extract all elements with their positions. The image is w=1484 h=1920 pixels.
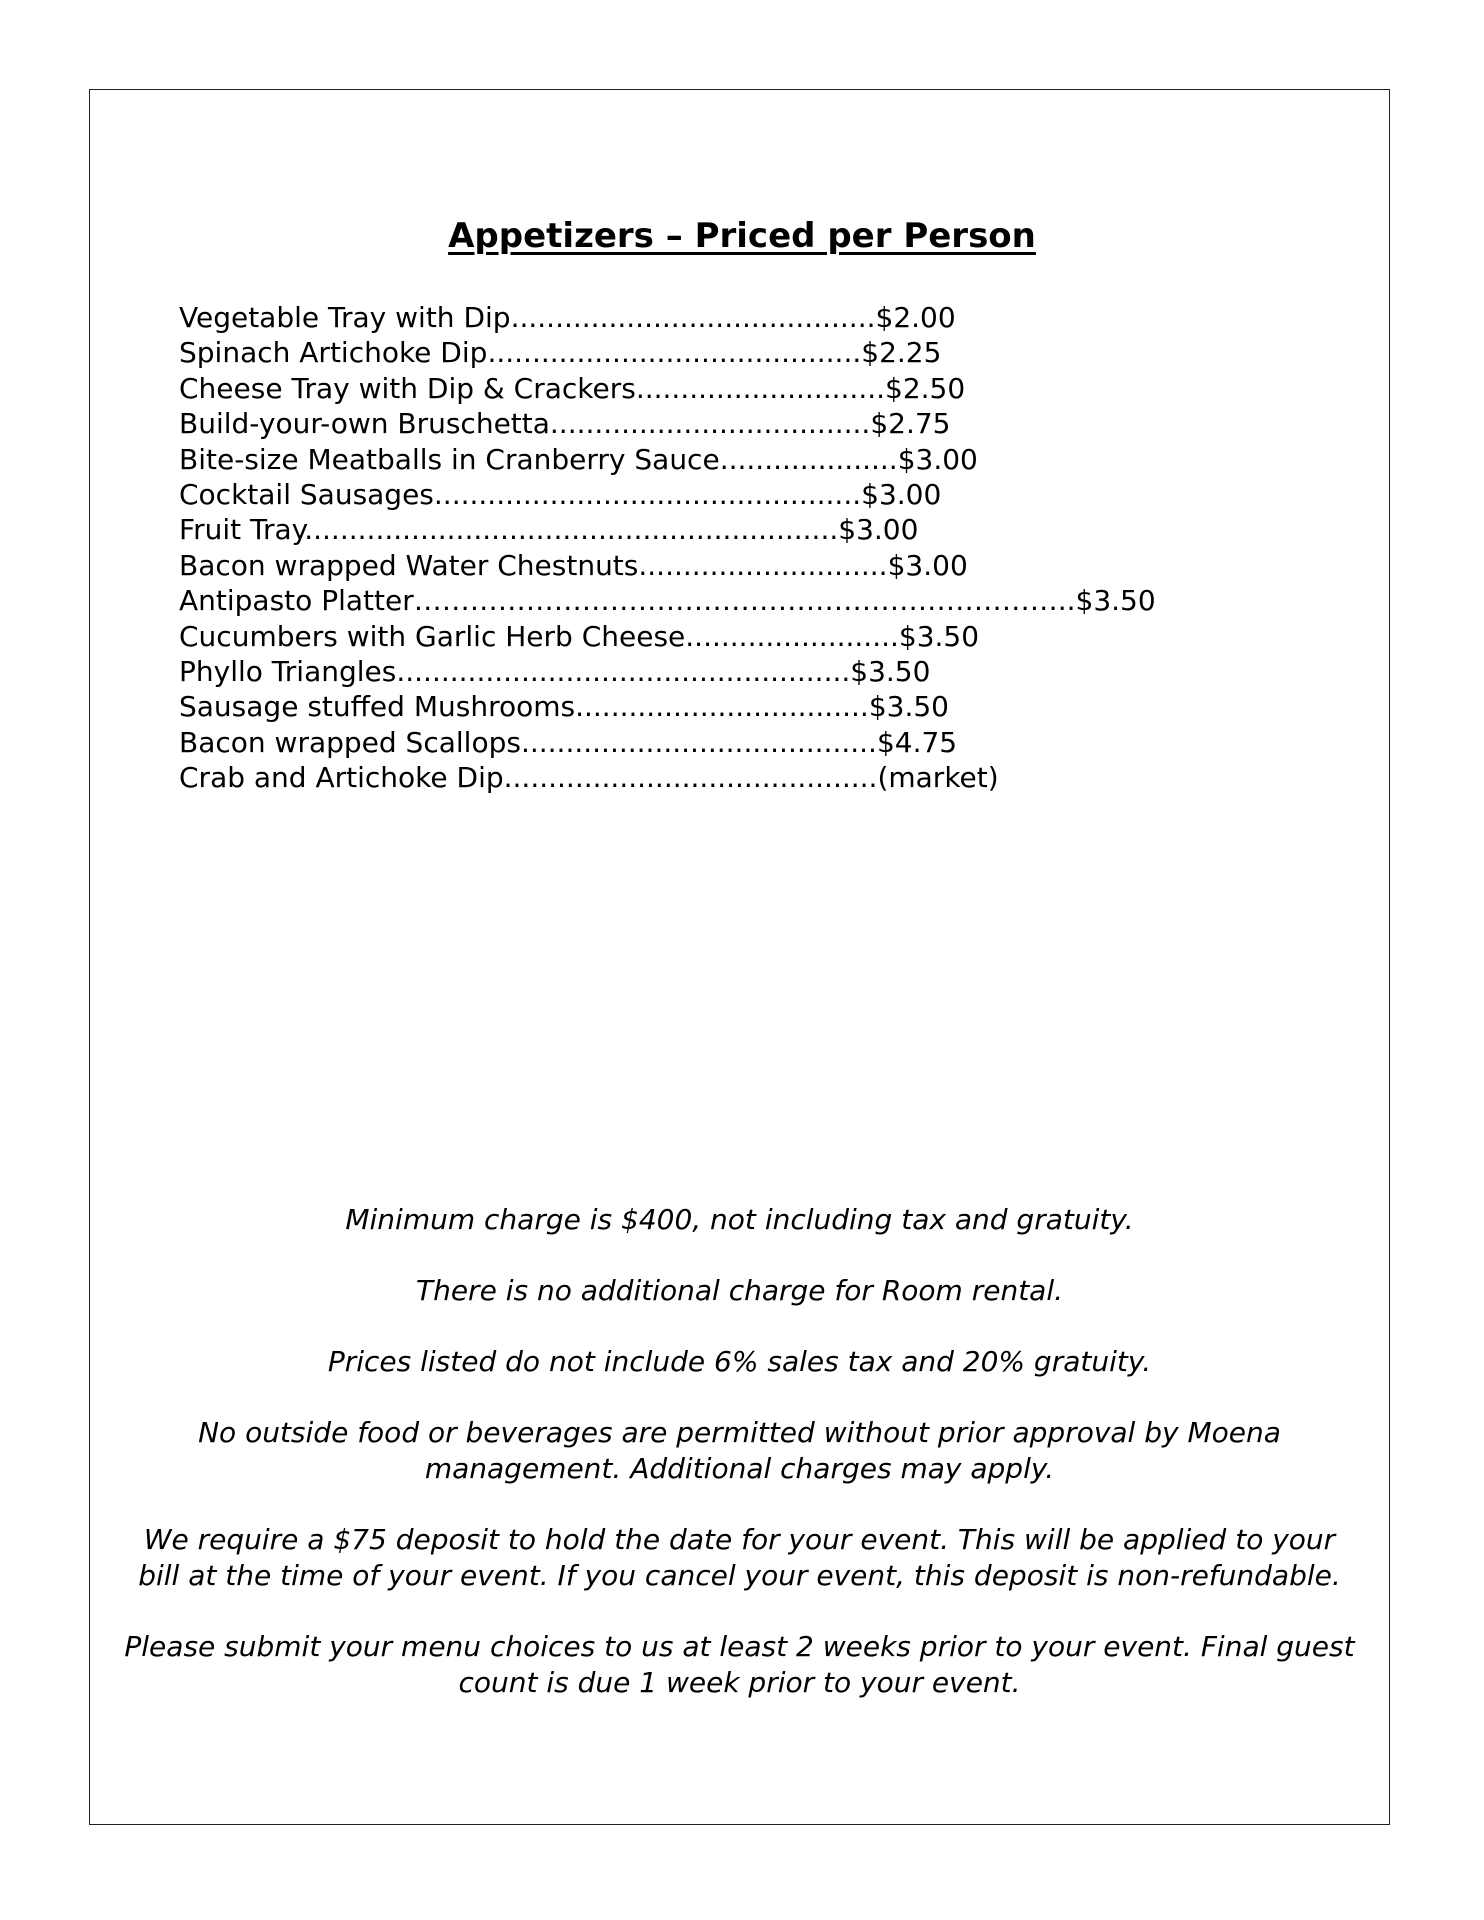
item-price: $4.75: [876, 725, 958, 759]
list-item: [179, 335, 1156, 370]
item-name: Cocktail Sausages: [179, 477, 434, 511]
item-price: (market): [877, 761, 999, 795]
appetizer-list: [179, 300, 1156, 795]
list-item: [179, 583, 1156, 618]
item-name: Antipasto Platter: [179, 584, 414, 618]
item-leader: ..........................................: [487, 336, 862, 370]
item-name: Spinach Artichoke Dip: [179, 336, 488, 370]
item-leader: .........................................: [510, 301, 876, 334]
item-name: Phyllo Triangles: [179, 654, 397, 688]
item-leader: ................................................: [433, 477, 862, 511]
outside-food-line: No outside food or beverages are permitted without prior approval by Moena: [198, 1416, 1281, 1449]
policy-notes: [89, 1202, 1390, 1701]
deposit-note: [89, 1522, 1390, 1594]
item-price: $2.75: [870, 407, 951, 441]
list-item: [179, 371, 1156, 406]
list-item: [179, 760, 1156, 795]
item-leader: ........................: [685, 619, 899, 653]
item-price: $3.00: [897, 442, 978, 476]
room-rental-note: There is no additional charge for Room rental.: [415, 1274, 1064, 1307]
item-price: $2.25: [861, 336, 942, 370]
list-item: [179, 477, 1156, 512]
item-price: $3.50: [850, 654, 931, 688]
item-leader: ....................................: [549, 407, 871, 441]
minimum-charge-note: Minimum charge is $400, not including tax and gratuity.: [345, 1203, 1134, 1236]
item-leader: ............................: [638, 548, 888, 582]
item-name: Bacon wrapped Water Chestnuts: [179, 548, 639, 582]
list-item: [179, 689, 1156, 724]
item-name: Sausage stuffed Mushrooms: [179, 690, 576, 724]
item-price: $3.00: [838, 513, 919, 547]
item-name: Vegetable Tray with Dip: [179, 301, 511, 334]
item-leader: .................................: [575, 690, 869, 724]
list-item: [179, 548, 1156, 583]
outside-food-line: management. Additional charges may apply.: [424, 1452, 1055, 1485]
item-leader: ............................................................: [304, 513, 839, 547]
submit-line: Please submit your menu choices to us at least 2 weeks prior to your event. Final guest: [124, 1630, 1355, 1663]
item-leader: ……………………………………………………………..: [413, 584, 1076, 618]
item-price: $3.50: [1075, 584, 1156, 618]
list-item: [179, 300, 1156, 335]
page-title: Appetizers – Priced per Person: [448, 216, 1036, 256]
item-price: $3.00: [861, 477, 942, 511]
deposit-line: We require a $75 deposit to hold the date for your event. This will be applied to your: [143, 1523, 1336, 1556]
item-leader: ............................: [635, 371, 886, 405]
item-price: $3.00: [887, 548, 968, 582]
item-name: Cheese Tray with Dip & Crackers: [179, 371, 636, 405]
item-leader: ...................................................: [396, 654, 851, 688]
list-item: [179, 512, 1156, 547]
item-name: Build-your-own Bruschetta: [179, 407, 550, 441]
list-item: [179, 619, 1156, 654]
tax-gratuity-note: Prices listed do not include 6% sales tax and 20% gratuity.: [327, 1345, 1152, 1378]
item-name: Crab and Artichoke Dip: [179, 761, 504, 795]
item-price: $3.50: [868, 690, 949, 724]
outside-food-note: [89, 1415, 1390, 1487]
item-leader: ..........................................: [503, 761, 878, 795]
list-item: [179, 442, 1156, 477]
submit-line: count is due 1 week prior to your event.: [458, 1666, 1021, 1699]
item-name: Bite-size Meatballs in Cranberry Sauce: [179, 442, 720, 476]
item-name: Bacon wrapped Scallops: [179, 725, 521, 759]
item-price: $2.50: [885, 371, 966, 405]
list-item: [179, 654, 1156, 689]
list-item: [179, 406, 1156, 441]
item-leader: ........................................: [520, 725, 877, 759]
item-name: Fruit Tray: [179, 513, 305, 547]
list-item: [179, 725, 1156, 760]
submit-note: [89, 1629, 1390, 1701]
item-name: Cucumbers with Garlic Herb Cheese: [179, 619, 686, 653]
item-price: $3.50: [898, 619, 980, 653]
deposit-line: bill at the time of your event. If you cancel your event, this deposit is non-refundable.: [138, 1559, 1341, 1592]
item-price: $2.00: [875, 301, 956, 334]
item-leader: ....................: [719, 442, 898, 476]
